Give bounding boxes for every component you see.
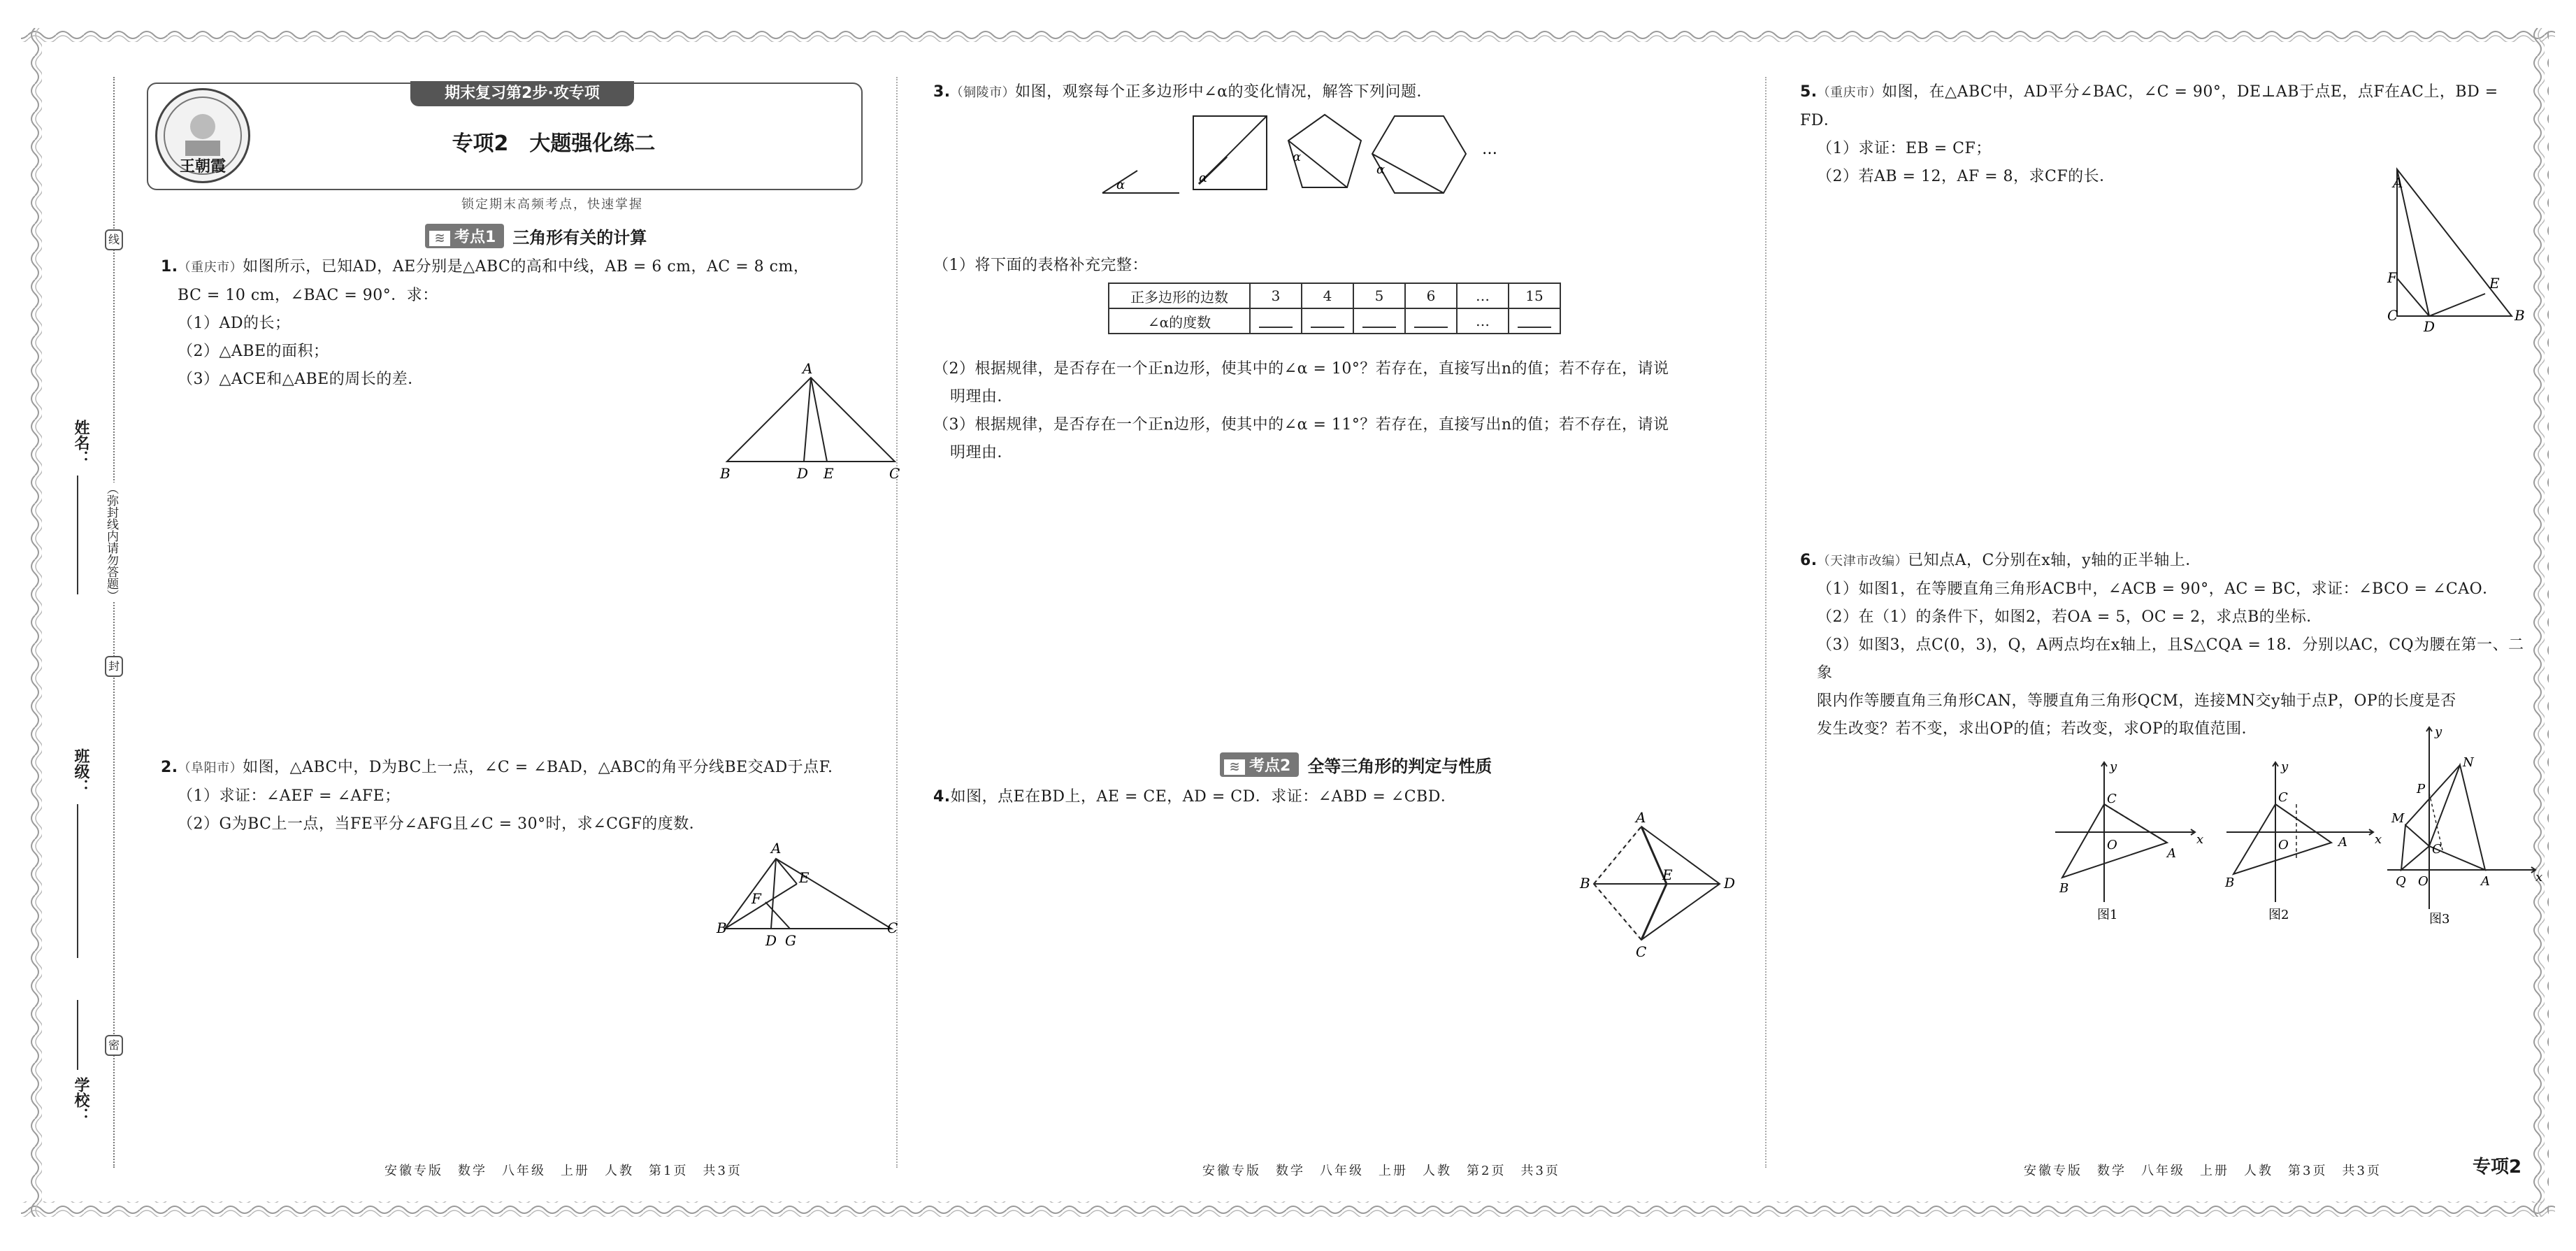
- answer-blank[interactable]: [1250, 308, 1302, 334]
- label-A: A: [771, 840, 782, 857]
- page-title: 专项2 大题强化练二: [452, 131, 656, 156]
- q3-table: 正多边形的边数 3 4 5 6 … 15 ∠α的度数 …: [1108, 283, 1561, 334]
- alpha-label-1: α: [1116, 178, 1125, 192]
- alpha-label-3: α: [1293, 150, 1302, 164]
- svg-text:A: A: [2338, 835, 2347, 850]
- svg-text:y: y: [2281, 759, 2289, 774]
- label-D: D: [765, 932, 777, 949]
- label-E: E: [799, 869, 810, 886]
- label-D: D: [797, 465, 809, 482]
- footer-tag: 专项2: [2473, 1157, 2522, 1178]
- label-C: C: [887, 920, 898, 936]
- answer-blank[interactable]: [1302, 308, 1353, 334]
- column-3: [1800, 49, 2543, 1196]
- svg-text:O: O: [2107, 838, 2117, 852]
- question-3: 3.（铜陵市）如图，观察每个正多边形中∠α的变化情况，解答下列问题．: [933, 83, 1432, 101]
- question-6: 6.（天津市改编）已知点A，C分别在x轴，y轴的正半轴上． （1）如图1，在等腰直角三角形ACB中，∠ACB = 90°，AC = BC，求证：∠BCO = ∠CAO． （2）在（1）的条件下，如图2，若OA = 5，OC = 2，求点B的坐标． （3）如图3，点C(0，3)，Q，A两点均在x轴上，且S△CQA = 18．分别以AC，CQ为腰在第一、二象 限内作等腰直角三角形CAN，等腰直角三角形QCM，连接MN交y轴于点P，OP的长度是否 发生改变？若不变，求出OP的值；若改变，求OP的取值范围．: [1800, 552, 2524, 738]
- header-box: [147, 83, 863, 190]
- label-E: E: [2489, 275, 2500, 292]
- label-F: F: [751, 890, 761, 907]
- column-1: [147, 49, 900, 1196]
- table-row-head-1: 正多边形的边数: [1109, 283, 1250, 308]
- figure-3-caption: 图3: [2429, 912, 2450, 927]
- section-1-title: 三角形有关的计算: [512, 228, 647, 248]
- label-D: D: [1724, 875, 1736, 892]
- svg-text:y: y: [2110, 759, 2117, 774]
- svg-text:C: C: [2432, 842, 2442, 857]
- svg-text:A: A: [2167, 846, 2176, 861]
- svg-text:x: x: [2535, 870, 2543, 885]
- figure-q6-2: [2219, 755, 2380, 923]
- question-3-part-2-3: （2）根据规律，是否存在一个正n边形，使其中的∠α = 10°？若存在，直接写出n的值；若不存在，请说 明理由． （3）根据规律，是否存在一个正n边形，使其中的∠α = 11°？若存在，直接写出n的值；若不存在，请说 明理由．: [933, 360, 1669, 462]
- section-2-badge: ≋ 考点2: [1220, 752, 1299, 777]
- seal-mark: 封: [105, 656, 123, 677]
- name-blank: [77, 476, 78, 594]
- svg-text:y: y: [2435, 724, 2442, 739]
- label-A: A: [1636, 809, 1646, 826]
- label-B: B: [717, 920, 727, 936]
- page-subtitle: 锁定期末高频考点，快速掌握: [461, 197, 643, 212]
- label-G: G: [785, 932, 796, 949]
- answer-blank[interactable]: [1353, 308, 1405, 334]
- footer-page-3: 安徽专版 数学 八年级 上册 人教 第3页 共3页: [2024, 1164, 2382, 1178]
- question-2: 2.（阜阳市）如图，△ABC中，D为BC上一点，∠C = ∠BAD，△ABC的角平分线BE交AD于点F. （1）求证：∠AEF = ∠AFE； （2）G为BC上一点，当FE平分∠AFG且∠C = 30°时，求∠CGF的度数．: [161, 759, 833, 833]
- question-1: 1.（重庆市）如图所示，已知AD，AE分别是△ABC的高和中线，AB = 6 cm，AC = 8 cm， BC = 10 cm，∠BAC = 90°．求： （1）AD的长； （2）△ABE的面积； （3）△ACE和△ABE的周长的差．: [161, 258, 810, 388]
- label-E: E: [823, 465, 834, 482]
- figure-q3-polygons: [1101, 109, 1534, 203]
- question-3-part-1: （1）将下面的表格补充完整：: [933, 257, 1148, 274]
- class-blank: [77, 804, 78, 958]
- school-blank: [77, 1000, 78, 1070]
- column-2: [933, 49, 1751, 1196]
- figure-q5: [2387, 119, 2527, 343]
- svg-text:M: M: [2391, 811, 2405, 826]
- answer-blank[interactable]: [1509, 308, 1560, 334]
- exam-sheet: [49, 49, 2543, 1196]
- figure-q6-3: [2380, 720, 2541, 930]
- section-2-heading: [1220, 752, 1492, 777]
- svg-text:B: B: [2225, 875, 2235, 890]
- svg-text:N: N: [2463, 755, 2474, 770]
- school-label: 学校：: [72, 1077, 89, 1123]
- column-divider-2: [1765, 77, 1766, 1168]
- line-mark: 线: [105, 229, 123, 250]
- svg-text:B: B: [2059, 881, 2069, 896]
- section-1-badge: ≋ 考点1: [425, 224, 504, 248]
- svg-text:O: O: [2278, 838, 2289, 852]
- svg-text:A: A: [2481, 874, 2490, 889]
- figure-1-caption: 图1: [2097, 908, 2118, 922]
- question-4: 4.如图，点E在BD上，AE = CE，AD = CD．求证：∠ABD = ∠CBD．: [933, 788, 1457, 806]
- svg-text:P: P: [2417, 782, 2426, 796]
- logo-icon: [155, 88, 250, 183]
- svg-text:x: x: [2196, 832, 2204, 847]
- label-B: B: [720, 465, 731, 482]
- alpha-label-2: α: [1199, 171, 1208, 185]
- section-1-heading: [425, 224, 647, 248]
- header-banner: 期末复习第2步·攻专项: [410, 81, 634, 106]
- footer-page-1: 安徽专版 数学 八年级 上册 人教 第1页 共3页: [384, 1164, 742, 1178]
- label-E: E: [1662, 866, 1673, 883]
- label-D: D: [2424, 318, 2435, 335]
- svg-text:O: O: [2418, 874, 2429, 889]
- binding-note: （弥封线内请勿答题）: [101, 482, 122, 601]
- sealed-mark: 密: [105, 1035, 123, 1056]
- label-A: A: [2393, 174, 2403, 191]
- figure-q1: [720, 360, 902, 486]
- label-C: C: [889, 465, 900, 482]
- figure-q2: [717, 839, 898, 951]
- svg-text:C: C: [2107, 792, 2117, 806]
- table-row-head-2: ∠α的度数: [1109, 308, 1250, 334]
- label-C: C: [1636, 943, 1647, 960]
- answer-blank[interactable]: [1405, 308, 1457, 334]
- section-2-title: 全等三角形的判定与性质: [1307, 757, 1492, 776]
- label-B: B: [1580, 875, 1590, 892]
- svg-text:Q: Q: [2396, 874, 2406, 889]
- figure-2-caption: 图2: [2268, 908, 2289, 922]
- label-C: C: [2387, 307, 2398, 324]
- svg-text:x: x: [2375, 832, 2382, 847]
- footer-page-2: 安徽专版 数学 八年级 上册 人教 第2页 共3页: [1202, 1164, 1560, 1178]
- figure-q4: [1580, 809, 1762, 960]
- logo-text: 王朝霞: [179, 157, 226, 176]
- name-label: 姓名：: [72, 420, 89, 466]
- label-B: B: [2514, 307, 2525, 324]
- ellipsis: …: [1482, 141, 1497, 158]
- figure-q6-1: [2048, 755, 2202, 923]
- question-5: 5.（重庆市）如图，在△ABC中，AD平分∠BAC，∠C = 90°，DE⊥AB于点E，点F在AC上，BD = FD． （1）求证：EB = CF； （2）若AB = 12，AF = 8，求CF的长．: [1800, 83, 2498, 185]
- svg-text:C: C: [2278, 790, 2288, 805]
- class-label: 班级：: [72, 748, 89, 794]
- label-F: F: [2387, 269, 2397, 286]
- column-divider-1: [896, 77, 898, 1168]
- label-A: A: [803, 360, 813, 377]
- alpha-label-4: α: [1376, 162, 1386, 177]
